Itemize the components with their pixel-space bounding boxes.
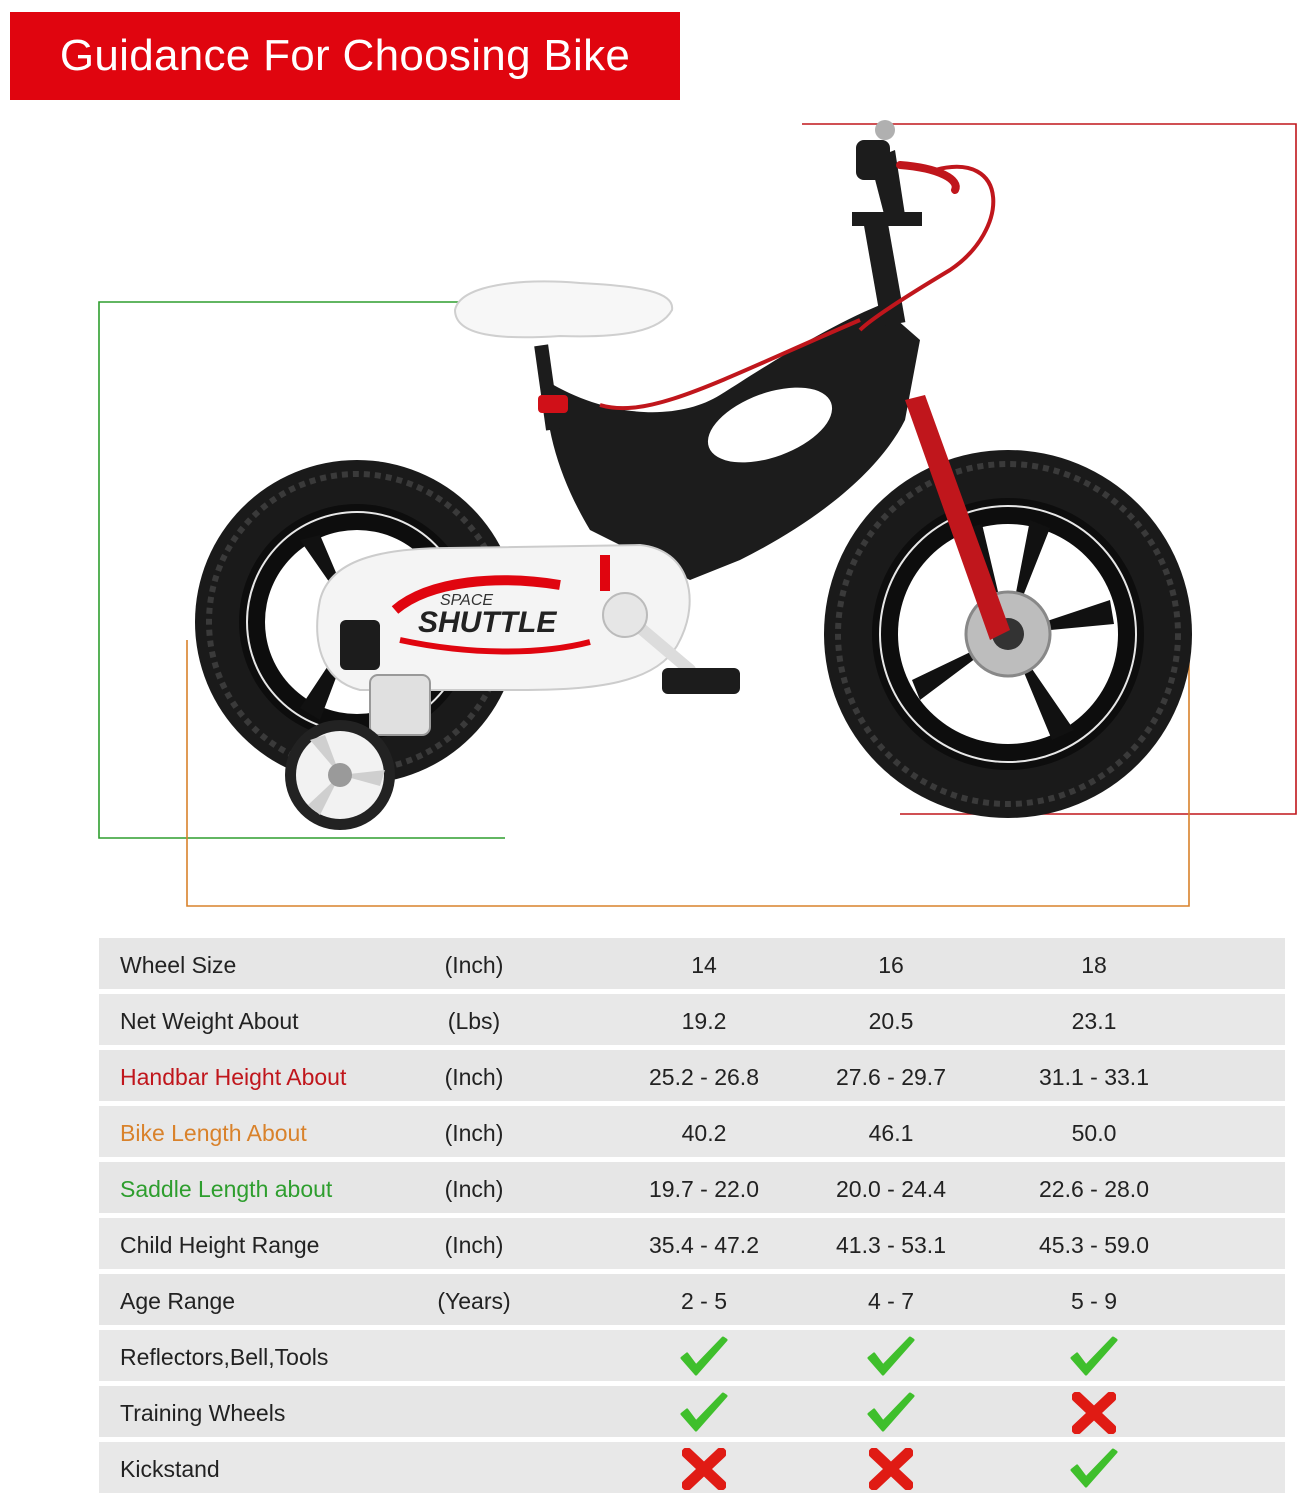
spec-value: 20.5 bbox=[868, 1008, 914, 1034]
spec-unit: (Inch) bbox=[444, 1176, 504, 1202]
saddle bbox=[455, 281, 672, 337]
spec-label: Net Weight About bbox=[120, 1008, 299, 1034]
spec-label: Kickstand bbox=[120, 1456, 220, 1482]
spec-value: 31.1 - 33.1 bbox=[1039, 1064, 1149, 1090]
spec-value-check bbox=[806, 1386, 976, 1437]
spec-row bbox=[99, 1050, 1285, 1101]
cross-icon bbox=[1072, 1392, 1116, 1434]
spec-value: 5 - 9 bbox=[1070, 1288, 1118, 1314]
spec-value: 19.2 bbox=[681, 1008, 727, 1034]
cross-icon bbox=[682, 1448, 726, 1490]
spec-label: Training Wheels bbox=[120, 1400, 286, 1426]
spec-value: 16 bbox=[878, 952, 904, 978]
spec-value: 2 - 5 bbox=[680, 1288, 728, 1314]
spec-value-cross bbox=[1009, 1386, 1179, 1437]
spec-label: Handbar Height About bbox=[120, 1064, 347, 1090]
spec-value-check bbox=[1009, 1330, 1179, 1381]
cross-icon bbox=[869, 1448, 913, 1490]
pedal bbox=[662, 668, 740, 694]
check-icon bbox=[679, 1336, 729, 1378]
spec-unit: (Years) bbox=[437, 1288, 511, 1314]
spec-value: 40.2 bbox=[681, 1120, 727, 1146]
spec-row bbox=[99, 1386, 1285, 1437]
spec-table bbox=[99, 938, 1285, 1498]
spec-unit: (Inch) bbox=[444, 952, 504, 978]
spec-value: 41.3 - 53.1 bbox=[836, 1232, 946, 1258]
spec-unit bbox=[409, 1442, 539, 1493]
spec-row bbox=[99, 1442, 1285, 1493]
spec-label: Age Range bbox=[120, 1288, 236, 1314]
spec-value: 22.6 - 28.0 bbox=[1039, 1176, 1149, 1202]
spec-value: 20.0 - 24.4 bbox=[836, 1176, 946, 1202]
spec-unit bbox=[409, 1330, 539, 1381]
check-icon bbox=[1069, 1336, 1119, 1378]
check-icon bbox=[866, 1392, 916, 1434]
spec-unit: (Lbs) bbox=[447, 1008, 501, 1034]
spec-unit: (Inch) bbox=[444, 1232, 504, 1258]
bike-photo bbox=[0, 100, 1308, 930]
spec-value-cross bbox=[806, 1442, 976, 1493]
check-icon bbox=[679, 1392, 729, 1434]
spec-row bbox=[99, 994, 1285, 1045]
spec-value-check bbox=[806, 1330, 976, 1381]
handlebar-grip bbox=[856, 140, 890, 180]
chainguard-big-text: SHUTTLE bbox=[418, 606, 557, 639]
spec-value-check bbox=[619, 1386, 789, 1437]
spec-label: Wheel Size bbox=[120, 952, 237, 978]
spec-unit: (Inch) bbox=[444, 1120, 504, 1146]
spec-value-cross bbox=[619, 1442, 789, 1493]
spec-label: Saddle Length about bbox=[120, 1176, 333, 1202]
spec-row bbox=[99, 1218, 1285, 1269]
check-icon bbox=[1069, 1448, 1119, 1490]
spec-value: 18 bbox=[1081, 952, 1107, 978]
spec-value: 14 bbox=[691, 952, 717, 978]
page-title: Guidance For Choosing Bike bbox=[59, 31, 631, 80]
chainguard-small-text: SPACE bbox=[440, 592, 494, 609]
spec-value: 27.6 - 29.7 bbox=[836, 1064, 946, 1090]
title-banner bbox=[10, 12, 680, 100]
spec-row bbox=[99, 938, 1285, 989]
spec-value: 19.7 - 22.0 bbox=[649, 1176, 759, 1202]
spec-value: 50.0 bbox=[1071, 1120, 1117, 1146]
bell bbox=[875, 120, 895, 140]
spec-label: Child Height Range bbox=[120, 1232, 320, 1258]
spec-value-check bbox=[619, 1330, 789, 1381]
spec-row bbox=[99, 1330, 1285, 1381]
spec-unit bbox=[409, 1386, 539, 1437]
spec-row bbox=[99, 1106, 1285, 1157]
spec-value: 4 - 7 bbox=[867, 1288, 915, 1314]
check-icon bbox=[866, 1336, 916, 1378]
spec-row bbox=[99, 1274, 1285, 1325]
spec-value: 25.2 - 26.8 bbox=[649, 1064, 759, 1090]
spec-unit: (Inch) bbox=[444, 1064, 504, 1090]
spec-row bbox=[99, 1162, 1285, 1213]
spec-value: 45.3 - 59.0 bbox=[1039, 1232, 1149, 1258]
spec-value: 35.4 - 47.2 bbox=[649, 1232, 759, 1258]
spec-value: 46.1 bbox=[868, 1120, 914, 1146]
spec-label: Reflectors,Bell,Tools bbox=[120, 1344, 329, 1370]
spec-label: Bike Length About bbox=[120, 1120, 307, 1146]
front-wheel bbox=[824, 450, 1192, 818]
spec-value-check bbox=[1009, 1442, 1179, 1493]
spec-value: 23.1 bbox=[1071, 1008, 1117, 1034]
